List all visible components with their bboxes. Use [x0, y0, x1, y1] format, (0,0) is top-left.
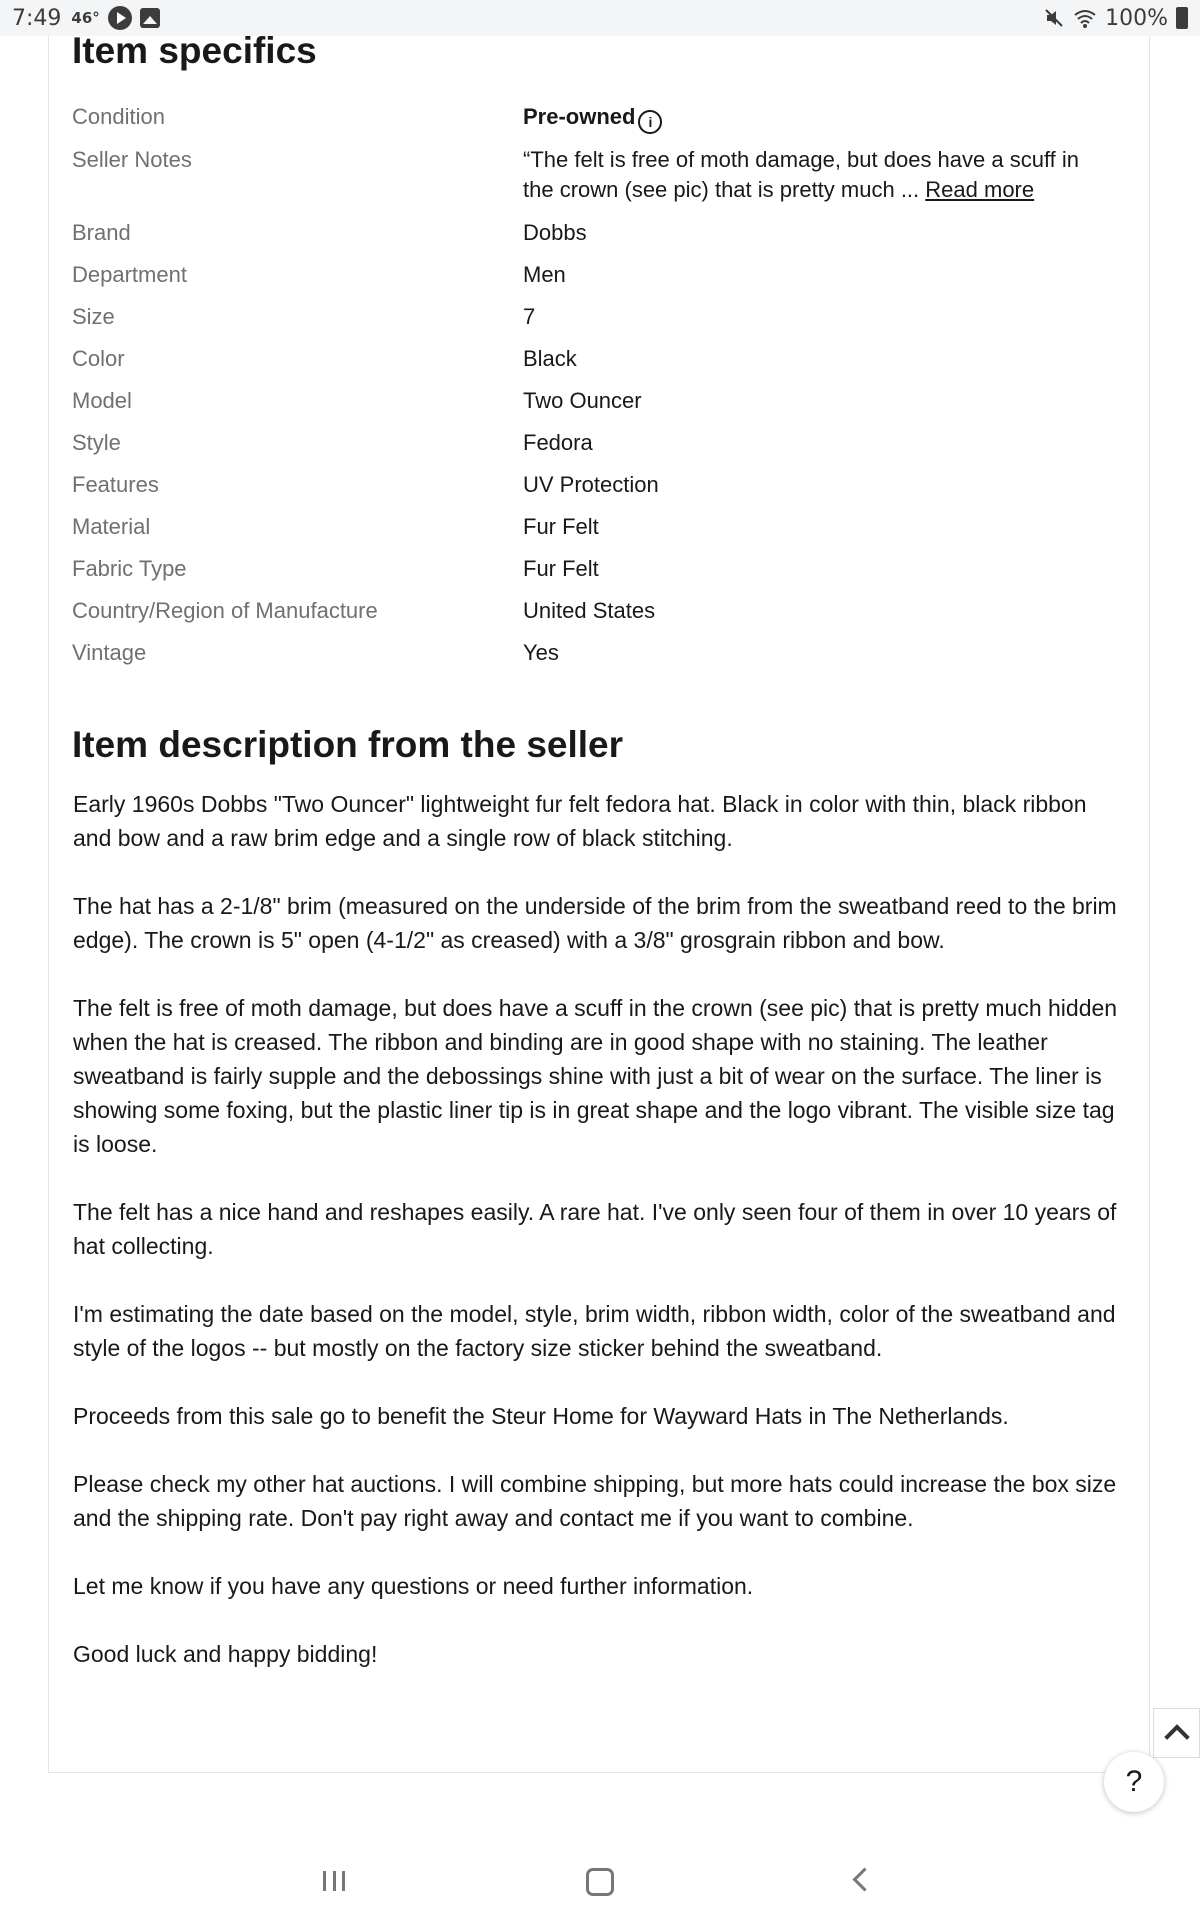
android-nav-bar: [0, 1840, 1200, 1920]
seller-notes-text: “The felt is free of moth damage, but does have a scuff in the crown (see pic) that is pretty much ...: [523, 147, 1080, 202]
home-icon[interactable]: [586, 1868, 614, 1896]
spec-value: Two Ouncer: [523, 388, 642, 413]
spec-label: Size: [72, 304, 115, 329]
spec-value: Black: [523, 346, 577, 371]
item-details-card: [48, 30, 1150, 1773]
spec-label: Vintage: [72, 640, 147, 665]
description-paragraph: The felt is free of moth damage, but does have a scuff in the crown (see pic) that is pretty much hidden when the hat is creased. The ribbon and binding are in good shape with no staining. The leather sweatband is fairly supple and the debossings shine with just a bit of wear on the surface. The liner is showing some foxing, but the plastic liner tip is in great shape and the logo vibrant. The visible size tag is loose.: [73, 995, 1118, 1157]
recents-icon[interactable]: [323, 1871, 345, 1891]
spec-value: 7: [523, 304, 536, 329]
seller-description: [73, 787, 1123, 1705]
description-paragraph: Let me know if you have any questions or need further information.: [73, 1573, 754, 1599]
spec-label: Seller Notes: [72, 147, 192, 172]
help-label: ?: [1125, 1765, 1143, 1798]
spec-label: Brand: [72, 220, 131, 245]
description-paragraph: The felt has a nice hand and reshapes easily. A rare hat. I've only seen four of them in over 10 years of hat collecting.: [73, 1199, 1117, 1259]
help-button[interactable]: [1104, 1752, 1164, 1812]
spec-label: Style: [72, 430, 121, 455]
spec-value: Fur Felt: [523, 556, 599, 581]
description-paragraph: The hat has a 2-1/8" brim (measured on the underside of the brim from the sweatband reed to the brim edge). The crown is 5" open (4-1/2" as creased) with a 3/8" grosgrain ribbon and bow.: [73, 893, 1117, 953]
description-paragraph: Good luck and happy bidding!: [73, 1641, 378, 1667]
chevron-up-icon: [1164, 1724, 1189, 1749]
spec-value: Dobbs: [523, 220, 587, 245]
description-paragraph: Please check my other hat auctions. I will combine shipping, but more hats could increase the box size and the shipping rate. Don't pay right away and contact me if you want to combine.: [73, 1471, 1117, 1531]
back-icon[interactable]: [852, 1867, 876, 1891]
info-icon[interactable]: i: [638, 110, 662, 134]
spec-value: [523, 102, 1103, 134]
spec-label: Color: [72, 346, 125, 371]
spec-label: Condition: [72, 104, 165, 129]
spec-value: Fedora: [523, 430, 593, 455]
spec-label: Features: [72, 472, 159, 497]
spec-label: Country/Region of Manufacture: [72, 598, 378, 623]
read-more-link[interactable]: Read more: [925, 177, 1035, 202]
gallery-notification-icon: [140, 8, 160, 28]
spec-label: Fabric Type: [72, 556, 187, 581]
spec-value: Men: [523, 262, 566, 287]
description-paragraph: I'm estimating the date based on the model, style, brim width, ribbon width, color of the sweatband and style of the logos -- but mostly on the factory size sticker behind the sweatband.: [73, 1301, 1116, 1361]
battery-percent: 100%: [1105, 5, 1168, 31]
battery-icon: [1176, 7, 1188, 29]
spec-value: Yes: [523, 640, 559, 665]
description-paragraph: Early 1960s Dobbs "Two Ouncer" lightweight fur felt fedora hat. Black in color with thin, black ribbon and bow and a raw brim edge and a single row of black stitching.: [73, 791, 1087, 851]
status-temperature: 46°: [71, 9, 100, 27]
wifi-icon: [1073, 7, 1097, 29]
spec-label: Material: [72, 514, 151, 539]
spec-value: [523, 145, 1103, 205]
condition-value: Pre-owned: [523, 104, 636, 129]
item-specifics-title: Item specifics: [72, 30, 317, 71]
spec-label: Model: [72, 388, 132, 413]
description-title: Item description from the seller: [72, 724, 624, 765]
scroll-to-top-button[interactable]: [1153, 1708, 1200, 1758]
play-notification-icon: [108, 6, 132, 30]
description-paragraph: Proceeds from this sale go to benefit the Steur Home for Wayward Hats in The Netherlands.: [73, 1403, 1009, 1429]
spec-value: UV Protection: [523, 472, 659, 497]
status-time: 7:49: [12, 5, 62, 31]
spec-label: Department: [72, 262, 187, 287]
spec-value: United States: [523, 598, 656, 623]
spec-value: Fur Felt: [523, 514, 599, 539]
mute-icon: [1043, 7, 1065, 29]
